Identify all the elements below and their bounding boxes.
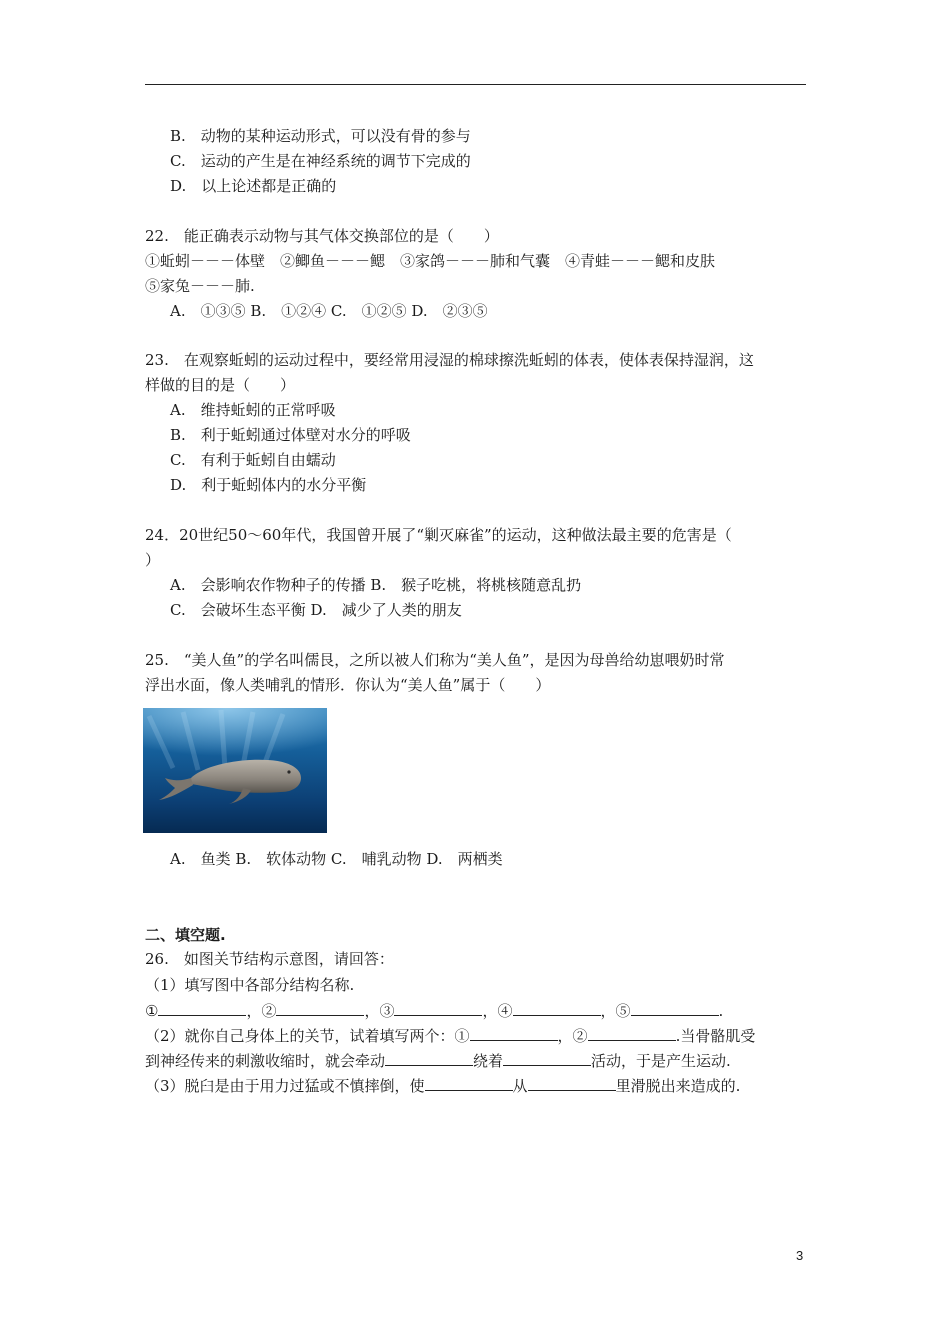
- answer-blank[interactable]: [385, 1051, 473, 1066]
- q22-items-line2: ⑤家兔－－－肺.: [145, 277, 255, 295]
- blank-label: ，③: [364, 1002, 395, 1020]
- q22-stem: 22. 能正确表示动物与其气体交换部位的是（ ）: [145, 227, 499, 245]
- blank-label: ①: [145, 1002, 159, 1020]
- q23-option-c: C. 有利于蚯蚓自由蠕动: [170, 451, 336, 469]
- q24-options-cd: C. 会破坏生态平衡 D. 减少了人类的朋友: [170, 601, 462, 619]
- q24-stem-line1: 24．20世纪50～60年代，我国曾开展了“剿灭麻雀”的运动，这种做法最主要的危害是（: [145, 526, 732, 544]
- q23-option-b: B. 利于蚯蚓通过体壁对水分的呼吸: [170, 426, 411, 444]
- q26-stem: 26. 如图关节结构示意图，请回答：: [145, 950, 394, 968]
- q23-option-d: D. 利于蚯蚓体内的水分平衡: [170, 476, 367, 494]
- blank-label: ，④: [482, 1002, 513, 1020]
- q25-stem-line1: 25. “美人鱼”的学名叫儒艮，之所以被人们称为“美人鱼”，是因为母兽给幼崽喂奶时常: [145, 651, 725, 669]
- answer-blank[interactable]: [503, 1051, 591, 1066]
- q26-part2-text: 到神经传来的刺激收缩时，就会牵动: [145, 1052, 386, 1070]
- q24-options-ab: A. 会影响农作物种子的传播 B. 猴子吃桃，将桃核随意乱扔: [170, 576, 582, 594]
- blank-label: ，⑤: [600, 1002, 631, 1020]
- q25-stem-line2: 浮出水面，像人类哺乳的情形．你认为“美人鱼”属于（ ）: [145, 676, 551, 694]
- dugong-photo: [143, 708, 327, 833]
- answer-blank[interactable]: [528, 1076, 616, 1091]
- answer-blank[interactable]: [470, 1026, 558, 1041]
- q24-stem-line2: ）: [145, 551, 161, 569]
- page-number: 3: [796, 1248, 804, 1263]
- q23-option-a: A. 维持蚯蚓的正常呼吸: [170, 401, 336, 419]
- q25-options: A. 鱼类 B. 软体动物 C. 哺乳动物 D. 两栖类: [170, 850, 503, 868]
- q26-part2-text: （2）就你自己身体上的关节，试着填写两个：①: [145, 1027, 470, 1045]
- q26-part3-text: （3）脱臼是由于用力过猛或不慎摔倒，使: [145, 1077, 425, 1095]
- q26-part2-text: 活动，于是产生运动.: [591, 1052, 731, 1070]
- q26-part3-text: 从: [512, 1077, 528, 1095]
- header-rule: [145, 84, 806, 85]
- q22-options: A. ①③⑤ B. ①②④ C. ①②⑤ D. ②③⑤: [170, 302, 488, 320]
- answer-blank[interactable]: [513, 1001, 601, 1016]
- answer-blank[interactable]: [588, 1026, 676, 1041]
- answer-blank[interactable]: [158, 1001, 246, 1016]
- blank-label: ，②: [246, 1002, 277, 1020]
- blank-label: .: [718, 1002, 724, 1020]
- q26-part2-text: 绕着: [473, 1052, 504, 1070]
- q26-part2-text: ，②: [557, 1027, 588, 1045]
- q26-part2-row2: [145, 1051, 731, 1071]
- q22-items-line1: ①蚯蚓－－－体壁 ②鲫鱼－－－鳃 ③家鸽－－－肺和气囊 ④青蛙－－－鳃和皮肤: [145, 252, 716, 270]
- q26-part1-blanks-row: [145, 1001, 723, 1021]
- q21-option-b: B. 动物的某种运动形式，可以没有骨的参与: [170, 127, 471, 145]
- q26-part1: （1）填写图中各部分结构名称.: [145, 976, 355, 994]
- dugong-illustration: [143, 708, 327, 833]
- answer-blank[interactable]: [394, 1001, 482, 1016]
- q21-option-d: D. 以上论述都是正确的: [170, 177, 337, 195]
- q26-part3-text: 里滑脱出来造成的.: [615, 1077, 741, 1095]
- answer-blank[interactable]: [276, 1001, 364, 1016]
- q23-stem-line2: 样做的目的是（ ）: [145, 376, 296, 394]
- section-title: 二、填空题.: [145, 926, 226, 944]
- q21-option-c: C. 运动的产生是在神经系统的调节下完成的: [170, 152, 471, 170]
- q26-part3-row: [145, 1076, 740, 1096]
- q26-part2-row1: [145, 1026, 755, 1046]
- answer-blank[interactable]: [631, 1001, 719, 1016]
- answer-blank[interactable]: [425, 1076, 513, 1091]
- q26-part2-text: .当骨骼肌受: [675, 1027, 756, 1045]
- q23-stem-line1: 23. 在观察蚯蚓的运动过程中，要经常用浸湿的棉球擦洗蚯蚓的体表，使体表保持湿润，这: [145, 351, 754, 369]
